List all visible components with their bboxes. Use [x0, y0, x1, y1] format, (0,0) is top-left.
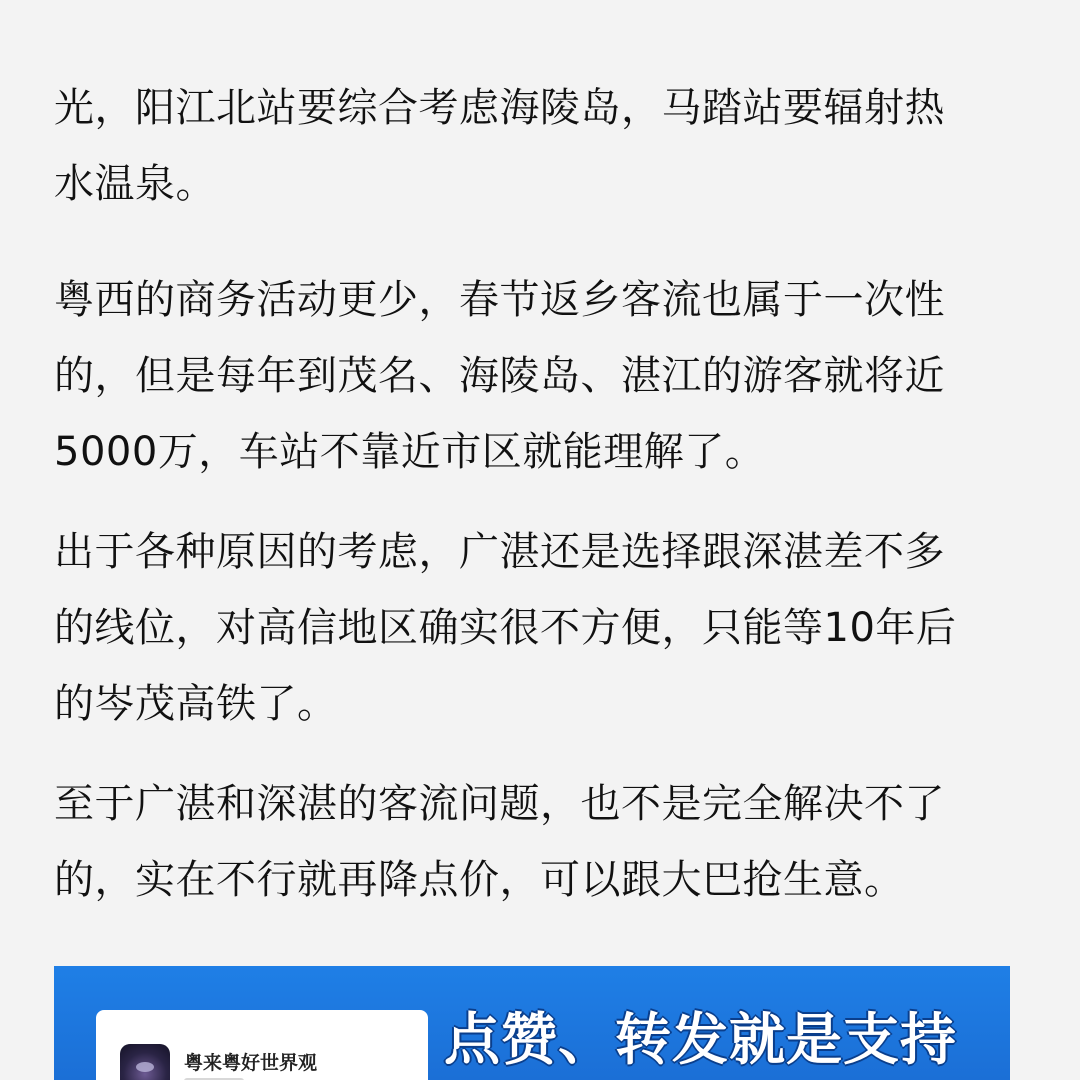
promo-banner[interactable]	[54, 966, 1010, 1080]
article-paragraph	[54, 514, 956, 742]
paragraph-line: 粤西的商务活动更少，春节返乡客流也属于一次性	[54, 277, 945, 323]
paragraph-line: 5000万，车站不靠近市区就能理解了。	[54, 429, 766, 475]
article-paragraph	[54, 70, 945, 222]
paragraph-line: 至于广湛和深湛的客流问题，也不是完全解决不了	[54, 781, 945, 827]
article-paragraph	[54, 262, 945, 490]
banner-slogan: 点赞、转发就是支持	[444, 1008, 957, 1073]
account-name: 粤来粤好世界观	[184, 1052, 318, 1074]
paragraph-line: 出于各种原因的考虑，广湛还是选择跟深湛差不多	[54, 529, 945, 575]
paragraph-line: 光，阳江北站要综合考虑海陵岛，马踏站要辐射热	[54, 85, 945, 131]
paragraph-line: 的，实在不行就再降点价，可以跟大巴抢生意。	[54, 857, 905, 903]
account-card[interactable]	[96, 1010, 428, 1080]
paragraph-line: 的线位，对高信地区确实很不方便，只能等10年后	[54, 605, 957, 651]
paragraph-line: 的岑茂高铁了。	[54, 681, 338, 727]
paragraph-line: 的，但是每年到茂名、海陵岛、湛江的游客就将近	[54, 353, 945, 399]
account-avatar	[120, 1044, 170, 1080]
paragraph-line: 水温泉。	[54, 161, 216, 207]
avatar-planet-icon	[136, 1062, 154, 1072]
article-paragraph	[54, 766, 945, 918]
